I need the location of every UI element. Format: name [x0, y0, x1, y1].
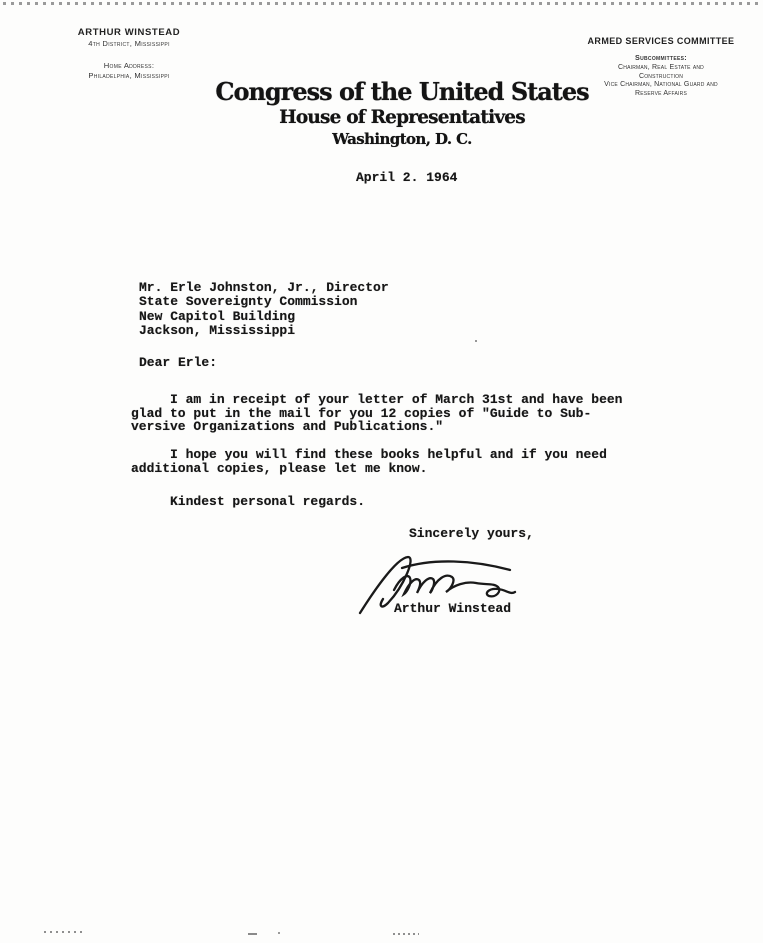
- committee-letterhead-block: [575, 36, 747, 98]
- recipient-address-block: [139, 281, 389, 339]
- subcommittee-line: Chairman, Real Estate and: [618, 64, 704, 71]
- sender-name: ARTHUR WINSTEAD: [77, 27, 181, 38]
- masthead-line-congress: Congress of the United States: [215, 77, 589, 106]
- typed-signature-name: Arthur Winstead: [394, 601, 512, 616]
- masthead-line-washington: Washington, D. C.: [332, 130, 472, 148]
- committee-name: ARMED SERVICES COMMITTEE: [587, 36, 735, 46]
- recipient-line: New Capitol Building: [139, 308, 296, 324]
- sender-district: 4th District, Mississippi: [88, 39, 170, 48]
- body-line: versive Organizations and Publications.": [131, 419, 444, 435]
- scan-speck: [475, 340, 477, 342]
- home-address-city: Philadelphia, Mississippi: [88, 71, 170, 80]
- salutation: Dear Erle:: [139, 355, 218, 370]
- sender-letterhead-block: [66, 27, 192, 80]
- scan-speck: [248, 933, 257, 935]
- recipient-line: State Sovereignty Commission: [139, 294, 358, 310]
- subcommittee-line: Construction: [638, 72, 684, 80]
- scan-speck: [393, 933, 419, 935]
- closing-line: Sincerely yours,: [409, 526, 534, 541]
- subcommittee-line: Vice Chairman, National Guard and: [604, 81, 718, 89]
- letter-date: April 2. 1964: [356, 170, 458, 185]
- masthead-line-house: House of Representatives: [279, 107, 525, 128]
- scan-speck: [278, 932, 280, 934]
- regards-line: Kindest personal regards.: [131, 494, 366, 509]
- body-line: I hope you will find these books helpful and if you need: [131, 446, 607, 462]
- body-line: glad to put in the mail for you 12 copies of "Guide to Sub-: [131, 405, 592, 421]
- subcommittee-lines: [575, 64, 747, 98]
- masthead: [215, 77, 588, 149]
- subcommittees-label: Subcommittees:: [635, 53, 687, 62]
- letter-body: [131, 393, 622, 475]
- body-line: I am in receipt of your letter of March 31st and have been: [131, 392, 623, 407]
- home-address-label: Home Address:: [103, 61, 155, 70]
- recipient-line: Jackson, Mississippi: [139, 323, 296, 339]
- subcommittee-line: Reserve Affairs: [635, 89, 687, 97]
- scan-speck: [44, 931, 86, 933]
- recipient-line: Mr. Erle Johnston, Jr., Director: [139, 280, 389, 295]
- body-line: [131, 434, 622, 448]
- scan-edge-dashes: [3, 2, 760, 5]
- body-line: additional copies, please let me know.: [131, 460, 428, 476]
